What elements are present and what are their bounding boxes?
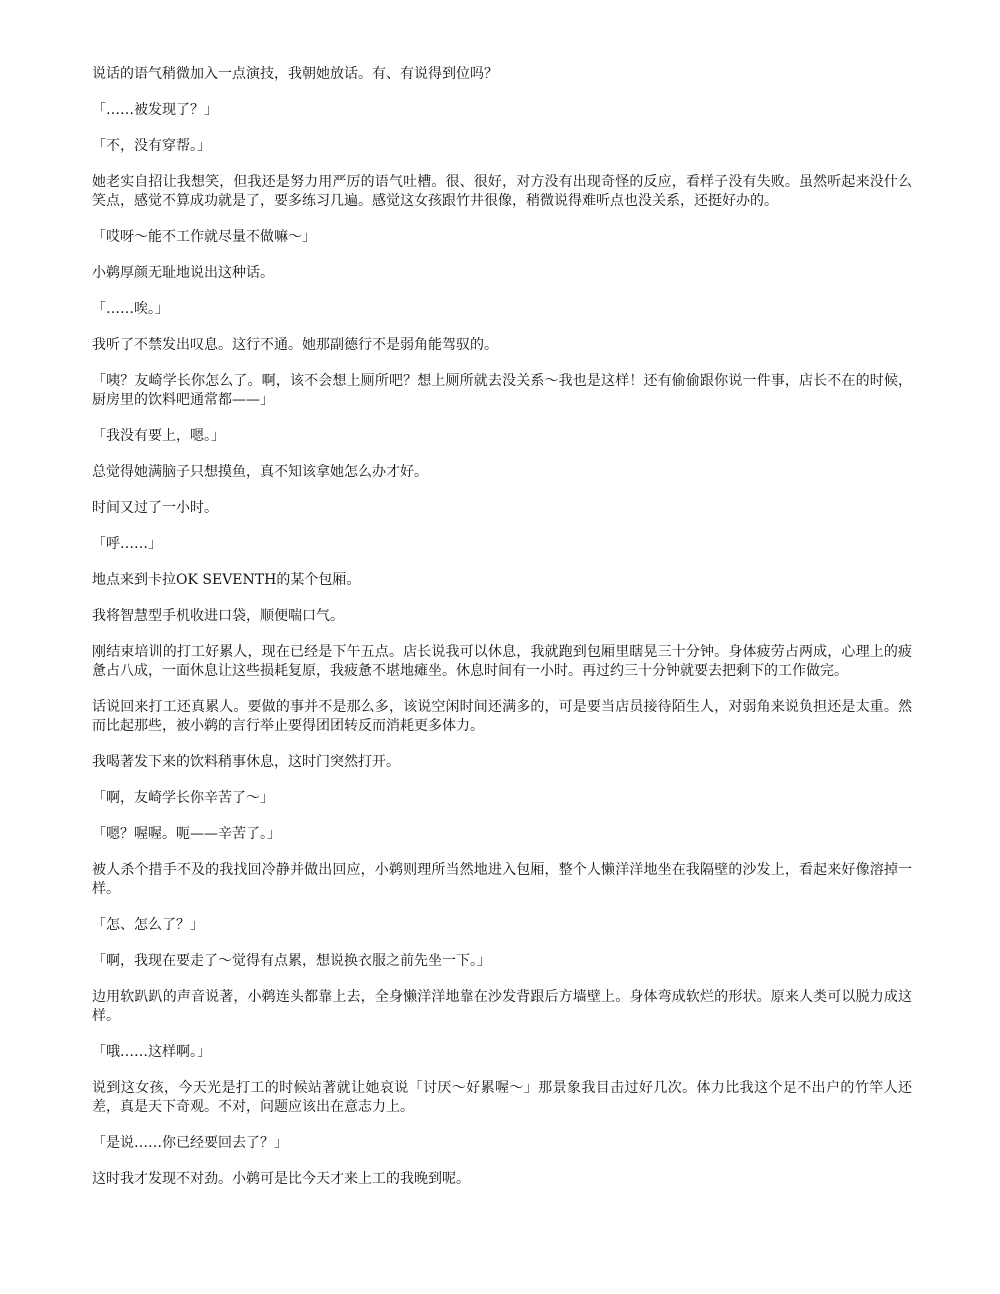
dialogue-5: 「哎呀～能不工作就尽量不做嘛～」 [92, 229, 316, 245]
paragraph-14: 地点来到卡拉OK SEVENTH的某个包厢。 [92, 572, 361, 588]
document-page [92, 65, 912, 1206]
paragraph-16: 刚结束培训的打工好累人，现在已经是下午五点。店长说我可以休息，我就跑到包厢里瞎晃三十分钟。身体疲劳占两成，心理上的疲惫占八成，一面休息让这些损耗复原，我疲惫不堪地瘫坐。休息时间有一小时。再过约三十分钟就要去把剩下的工作做完。 [92, 644, 912, 679]
dialogue-7: 「……唉。」 [92, 301, 169, 317]
paragraph-12: 时间又过了一小时。 [92, 500, 218, 516]
paragraph-11: 总觉得她满脑子只想摸鱼，真不知该拿她怎么办才好。 [92, 464, 428, 480]
paragraph-8: 我听了不禁发出叹息。这行不通。她那副德行不是弱角能驾驭的。 [92, 337, 498, 353]
dialogue-23: 「啊，我现在要走了～觉得有点累，想说换衣服之前先坐一下。」 [92, 953, 491, 969]
dialogue-10: 「我没有要上，嗯。」 [92, 428, 225, 444]
paragraph-4: 她老实自招让我想笑，但我还是努力用严厉的语气吐槽。很、很好，对方没有出现奇怪的反应，看样子没有失败。虽然听起来没什么笑点，感觉不算成功就是了，要多练习几遍。感觉这女孩跟竹井很像，稍微说得难听点也没关系，还挺好办的。 [92, 174, 912, 209]
paragraph-17: 话说回来打工还真累人。要做的事并不是那么多，该说空闲时间还满多的，可是要当店员接待陌生人，对弱角来说负担还是太重。然而比起那些，被小鹈的言行举止要得团团转反而消耗更多体力。 [92, 699, 912, 734]
dialogue-9: 「咦？友崎学长你怎么了。啊，该不会想上厕所吧？想上厕所就去没关系～我也是这样！还有偷偷跟你说一件事，店长不在的时候，厨房里的饮料吧通常都——」 [92, 373, 912, 408]
paragraph-1: 说话的语气稍微加入一点演技，我朝她放话。有、有说得到位吗？ [92, 66, 498, 82]
paragraph-15: 我将智慧型手机收进口袋，顺便喘口气。 [92, 608, 344, 624]
dialogue-2: 「……被发现了？」 [92, 102, 218, 118]
dialogue-22: 「怎、怎么了？」 [92, 917, 204, 933]
dialogue-27: 「是说……你已经要回去了？」 [92, 1135, 288, 1151]
paragraph-6: 小鹈厚颜无耻地说出这种话。 [92, 265, 274, 281]
paragraph-18: 我喝著发下来的饮料稍事休息，这时门突然打开。 [92, 754, 400, 770]
paragraph-26: 说到这女孩，今天光是打工的时候站著就让她哀说「讨厌～好累喔～」那景象我目击过好几次。体力比我这个足不出户的竹竿人还差，真是天下奇观。不对，问题应该出在意志力上。 [92, 1080, 912, 1115]
paragraph-24: 边用软趴趴的声音说著，小鹈连头都靠上去，全身懒洋洋地靠在沙发背跟后方墙壁上。身体弯成软烂的形状。原来人类可以脱力成这样。 [92, 989, 912, 1024]
dialogue-20: 「嗯？喔喔。呃——辛苦了。」 [92, 826, 281, 842]
paragraph-21: 被人杀个措手不及的我找回冷静并做出回应，小鹈则理所当然地进入包厢，整个人懒洋洋地坐在我隔壁的沙发上，看起来好像溶掉一样。 [92, 862, 912, 897]
dialogue-25: 「哦……这样啊。」 [92, 1044, 211, 1060]
paragraph-28: 这时我才发现不对劲。小鹈可是比今天才来上工的我晚到呢。 [92, 1171, 470, 1187]
dialogue-13: 「呼……」 [92, 536, 162, 552]
dialogue-19: 「啊，友崎学长你辛苦了～」 [92, 790, 274, 806]
dialogue-3: 「不，没有穿帮。」 [92, 138, 211, 154]
